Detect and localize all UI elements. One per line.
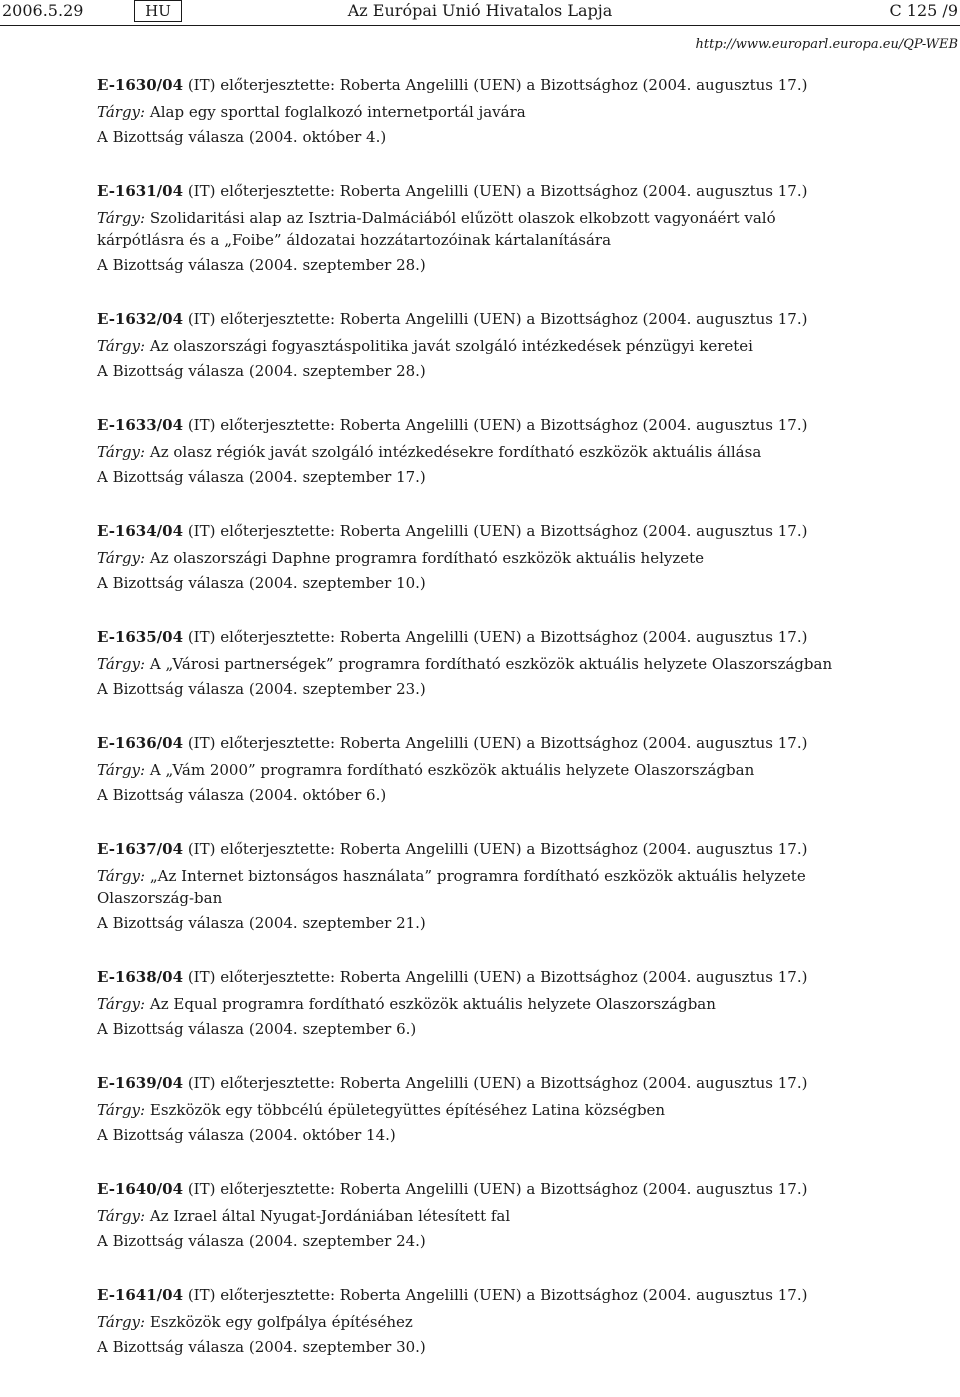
question-subject-line bbox=[97, 204, 867, 252]
question-author-line: (IT) előterjesztette: Roberta Angelilli (UEN) a Bizottsághoz (2004. augusztus 17.) bbox=[187, 1074, 808, 1092]
question-header-line bbox=[97, 412, 867, 438]
subject-label: Tárgy: bbox=[97, 655, 146, 673]
question-subject-text: Eszközök egy golfpálya építéséhez bbox=[149, 1313, 413, 1331]
commission-answer-date: A Bizottság válasza (2004. szeptember 28.) bbox=[97, 362, 426, 380]
question-reference-number: E-1638/04 bbox=[97, 968, 184, 986]
question-header-line bbox=[97, 836, 867, 862]
subject-label: Tárgy: bbox=[97, 995, 146, 1013]
question-author-line: (IT) előterjesztette: Roberta Angelilli (UEN) a Bizottsághoz (2004. augusztus 17.) bbox=[187, 310, 808, 328]
commission-answer-date: A Bizottság válasza (2004. szeptember 30.) bbox=[97, 1338, 426, 1356]
question-subject-line bbox=[97, 1308, 867, 1334]
question-header-line bbox=[97, 1282, 867, 1308]
question-author-line: (IT) előterjesztette: Roberta Angelilli (UEN) a Bizottsághoz (2004. augusztus 17.) bbox=[187, 628, 808, 646]
question-subject-line bbox=[97, 756, 867, 782]
commission-answer-date: A Bizottság válasza (2004. szeptember 10.) bbox=[97, 574, 426, 592]
commission-answer-date: A Bizottság válasza (2004. október 6.) bbox=[97, 786, 387, 804]
question-header-line bbox=[97, 306, 867, 332]
question-entry bbox=[97, 730, 867, 808]
question-reference-number: E-1639/04 bbox=[97, 1074, 184, 1092]
question-reference-number: E-1637/04 bbox=[97, 840, 184, 858]
question-subject-text: Az Izrael által Nyugat-Jordániában létesített fal bbox=[149, 1207, 511, 1225]
question-entry bbox=[97, 836, 867, 936]
question-header-line bbox=[97, 178, 867, 204]
commission-answer-date: A Bizottság válasza (2004. szeptember 21.) bbox=[97, 914, 426, 932]
question-author-line: (IT) előterjesztette: Roberta Angelilli (UEN) a Bizottsághoz (2004. augusztus 17.) bbox=[187, 76, 808, 94]
question-header-line bbox=[97, 1070, 867, 1096]
source-url: http://www.europarl.europa.eu/QP-WEB bbox=[695, 37, 958, 52]
commission-answer-date: A Bizottság válasza (2004. október 4.) bbox=[97, 128, 387, 146]
question-entry bbox=[97, 72, 867, 150]
question-author-line: (IT) előterjesztette: Roberta Angelilli (UEN) a Bizottsághoz (2004. augusztus 17.) bbox=[187, 1286, 808, 1304]
question-entry bbox=[97, 964, 867, 1042]
question-header-line bbox=[97, 72, 867, 98]
commission-answer-date: A Bizottság válasza (2004. szeptember 23.) bbox=[97, 680, 426, 698]
question-reference-number: E-1630/04 bbox=[97, 76, 184, 94]
question-list bbox=[97, 72, 867, 1388]
question-subject-line bbox=[97, 990, 867, 1016]
question-entry bbox=[97, 624, 867, 702]
subject-label: Tárgy: bbox=[97, 1101, 146, 1119]
question-header-line bbox=[97, 518, 867, 544]
question-subject-text: Az olaszországi fogyasztáspolitika javát szolgáló intézkedések pénzügyi keretei bbox=[149, 337, 753, 355]
question-reference-number: E-1636/04 bbox=[97, 734, 184, 752]
subject-label: Tárgy: bbox=[97, 103, 146, 121]
question-author-line: (IT) előterjesztette: Roberta Angelilli (UEN) a Bizottsághoz (2004. augusztus 17.) bbox=[187, 522, 808, 540]
question-subject-line bbox=[97, 1202, 867, 1228]
journal-title: Az Európai Unió Hivatalos Lapja bbox=[347, 1, 613, 20]
question-header-line bbox=[97, 624, 867, 650]
subject-label: Tárgy: bbox=[97, 209, 146, 227]
commission-answer-date: A Bizottság válasza (2004. szeptember 17.) bbox=[97, 468, 426, 486]
question-subject-text: „Az Internet biztonságos használata” programra fordítható eszközök aktuális helyzete Olaszország-ban bbox=[97, 867, 806, 907]
question-header-line bbox=[97, 1176, 867, 1202]
subject-label: Tárgy: bbox=[97, 867, 146, 885]
question-reference-number: E-1641/04 bbox=[97, 1286, 184, 1304]
question-subject-text: A „Városi partnerségek” programra fordítható eszközök aktuális helyzete Olaszországban bbox=[149, 655, 833, 673]
question-author-line: (IT) előterjesztette: Roberta Angelilli (UEN) a Bizottsághoz (2004. augusztus 17.) bbox=[187, 734, 808, 752]
question-reference-number: E-1640/04 bbox=[97, 1180, 184, 1198]
question-reference-number: E-1635/04 bbox=[97, 628, 184, 646]
question-author-line: (IT) előterjesztette: Roberta Angelilli (UEN) a Bizottsághoz (2004. augusztus 17.) bbox=[187, 182, 808, 200]
question-subject-line bbox=[97, 438, 867, 464]
question-entry bbox=[97, 1176, 867, 1254]
question-entry bbox=[97, 178, 867, 278]
commission-answer-date: A Bizottság válasza (2004. október 14.) bbox=[97, 1126, 396, 1144]
question-entry bbox=[97, 518, 867, 596]
question-reference-number: E-1631/04 bbox=[97, 182, 184, 200]
question-entry bbox=[97, 412, 867, 490]
commission-answer-date: A Bizottság válasza (2004. szeptember 6.) bbox=[97, 1020, 417, 1038]
question-entry bbox=[97, 1282, 867, 1360]
question-reference-number: E-1633/04 bbox=[97, 416, 184, 434]
question-subject-text: Az olaszországi Daphne programra fordítható eszközök aktuális helyzete bbox=[149, 549, 705, 567]
page-header bbox=[0, 0, 960, 52]
header-divider bbox=[0, 25, 960, 26]
question-subject-text: Eszközök egy többcélú épületegyüttes építéséhez Latina községben bbox=[149, 1101, 666, 1119]
question-subject-text: Szolidaritási alap az Isztria-Dalmáciából elűzött olaszok elkobzott vagyonáért való kárpótlásra és a „Foibe” áldozatai hozzátartozóinak kártalanítására bbox=[97, 209, 776, 249]
question-subject-line bbox=[97, 98, 867, 124]
question-reference-number: E-1632/04 bbox=[97, 310, 184, 328]
language-code-badge: HU bbox=[134, 0, 182, 22]
question-header-line bbox=[97, 730, 867, 756]
question-subject-text: Az olasz régiók javát szolgáló intézkedésekre fordítható eszközök aktuális állása bbox=[149, 443, 762, 461]
page-reference: C 125 /9 bbox=[889, 1, 958, 20]
subject-label: Tárgy: bbox=[97, 549, 146, 567]
question-reference-number: E-1634/04 bbox=[97, 522, 184, 540]
question-subject-text: Az Equal programra fordítható eszközök aktuális helyzete Olaszországban bbox=[149, 995, 716, 1013]
subject-label: Tárgy: bbox=[97, 1313, 146, 1331]
question-subject-line bbox=[97, 650, 867, 676]
question-author-line: (IT) előterjesztette: Roberta Angelilli (UEN) a Bizottsághoz (2004. augusztus 17.) bbox=[187, 968, 808, 986]
question-subject-text: Alap egy sporttal foglalkozó internetportál javára bbox=[149, 103, 526, 121]
question-subject-line bbox=[97, 862, 867, 910]
question-author-line: (IT) előterjesztette: Roberta Angelilli (UEN) a Bizottsághoz (2004. augusztus 17.) bbox=[187, 840, 808, 858]
commission-answer-date: A Bizottság válasza (2004. szeptember 24.) bbox=[97, 1232, 426, 1250]
question-entry bbox=[97, 306, 867, 384]
publication-date: 2006.5.29 bbox=[2, 1, 84, 20]
subject-label: Tárgy: bbox=[97, 1207, 146, 1225]
question-subject-line bbox=[97, 332, 867, 358]
subject-label: Tárgy: bbox=[97, 443, 146, 461]
question-subject-line bbox=[97, 544, 867, 570]
question-author-line: (IT) előterjesztette: Roberta Angelilli (UEN) a Bizottsághoz (2004. augusztus 17.) bbox=[187, 1180, 808, 1198]
question-entry bbox=[97, 1070, 867, 1148]
question-author-line: (IT) előterjesztette: Roberta Angelilli (UEN) a Bizottsághoz (2004. augusztus 17.) bbox=[187, 416, 808, 434]
subject-label: Tárgy: bbox=[97, 337, 146, 355]
question-header-line bbox=[97, 964, 867, 990]
commission-answer-date: A Bizottság válasza (2004. szeptember 28.) bbox=[97, 256, 426, 274]
subject-label: Tárgy: bbox=[97, 761, 146, 779]
question-subject-line bbox=[97, 1096, 867, 1122]
question-subject-text: A „Vám 2000” programra fordítható eszközök aktuális helyzete Olaszországban bbox=[149, 761, 755, 779]
